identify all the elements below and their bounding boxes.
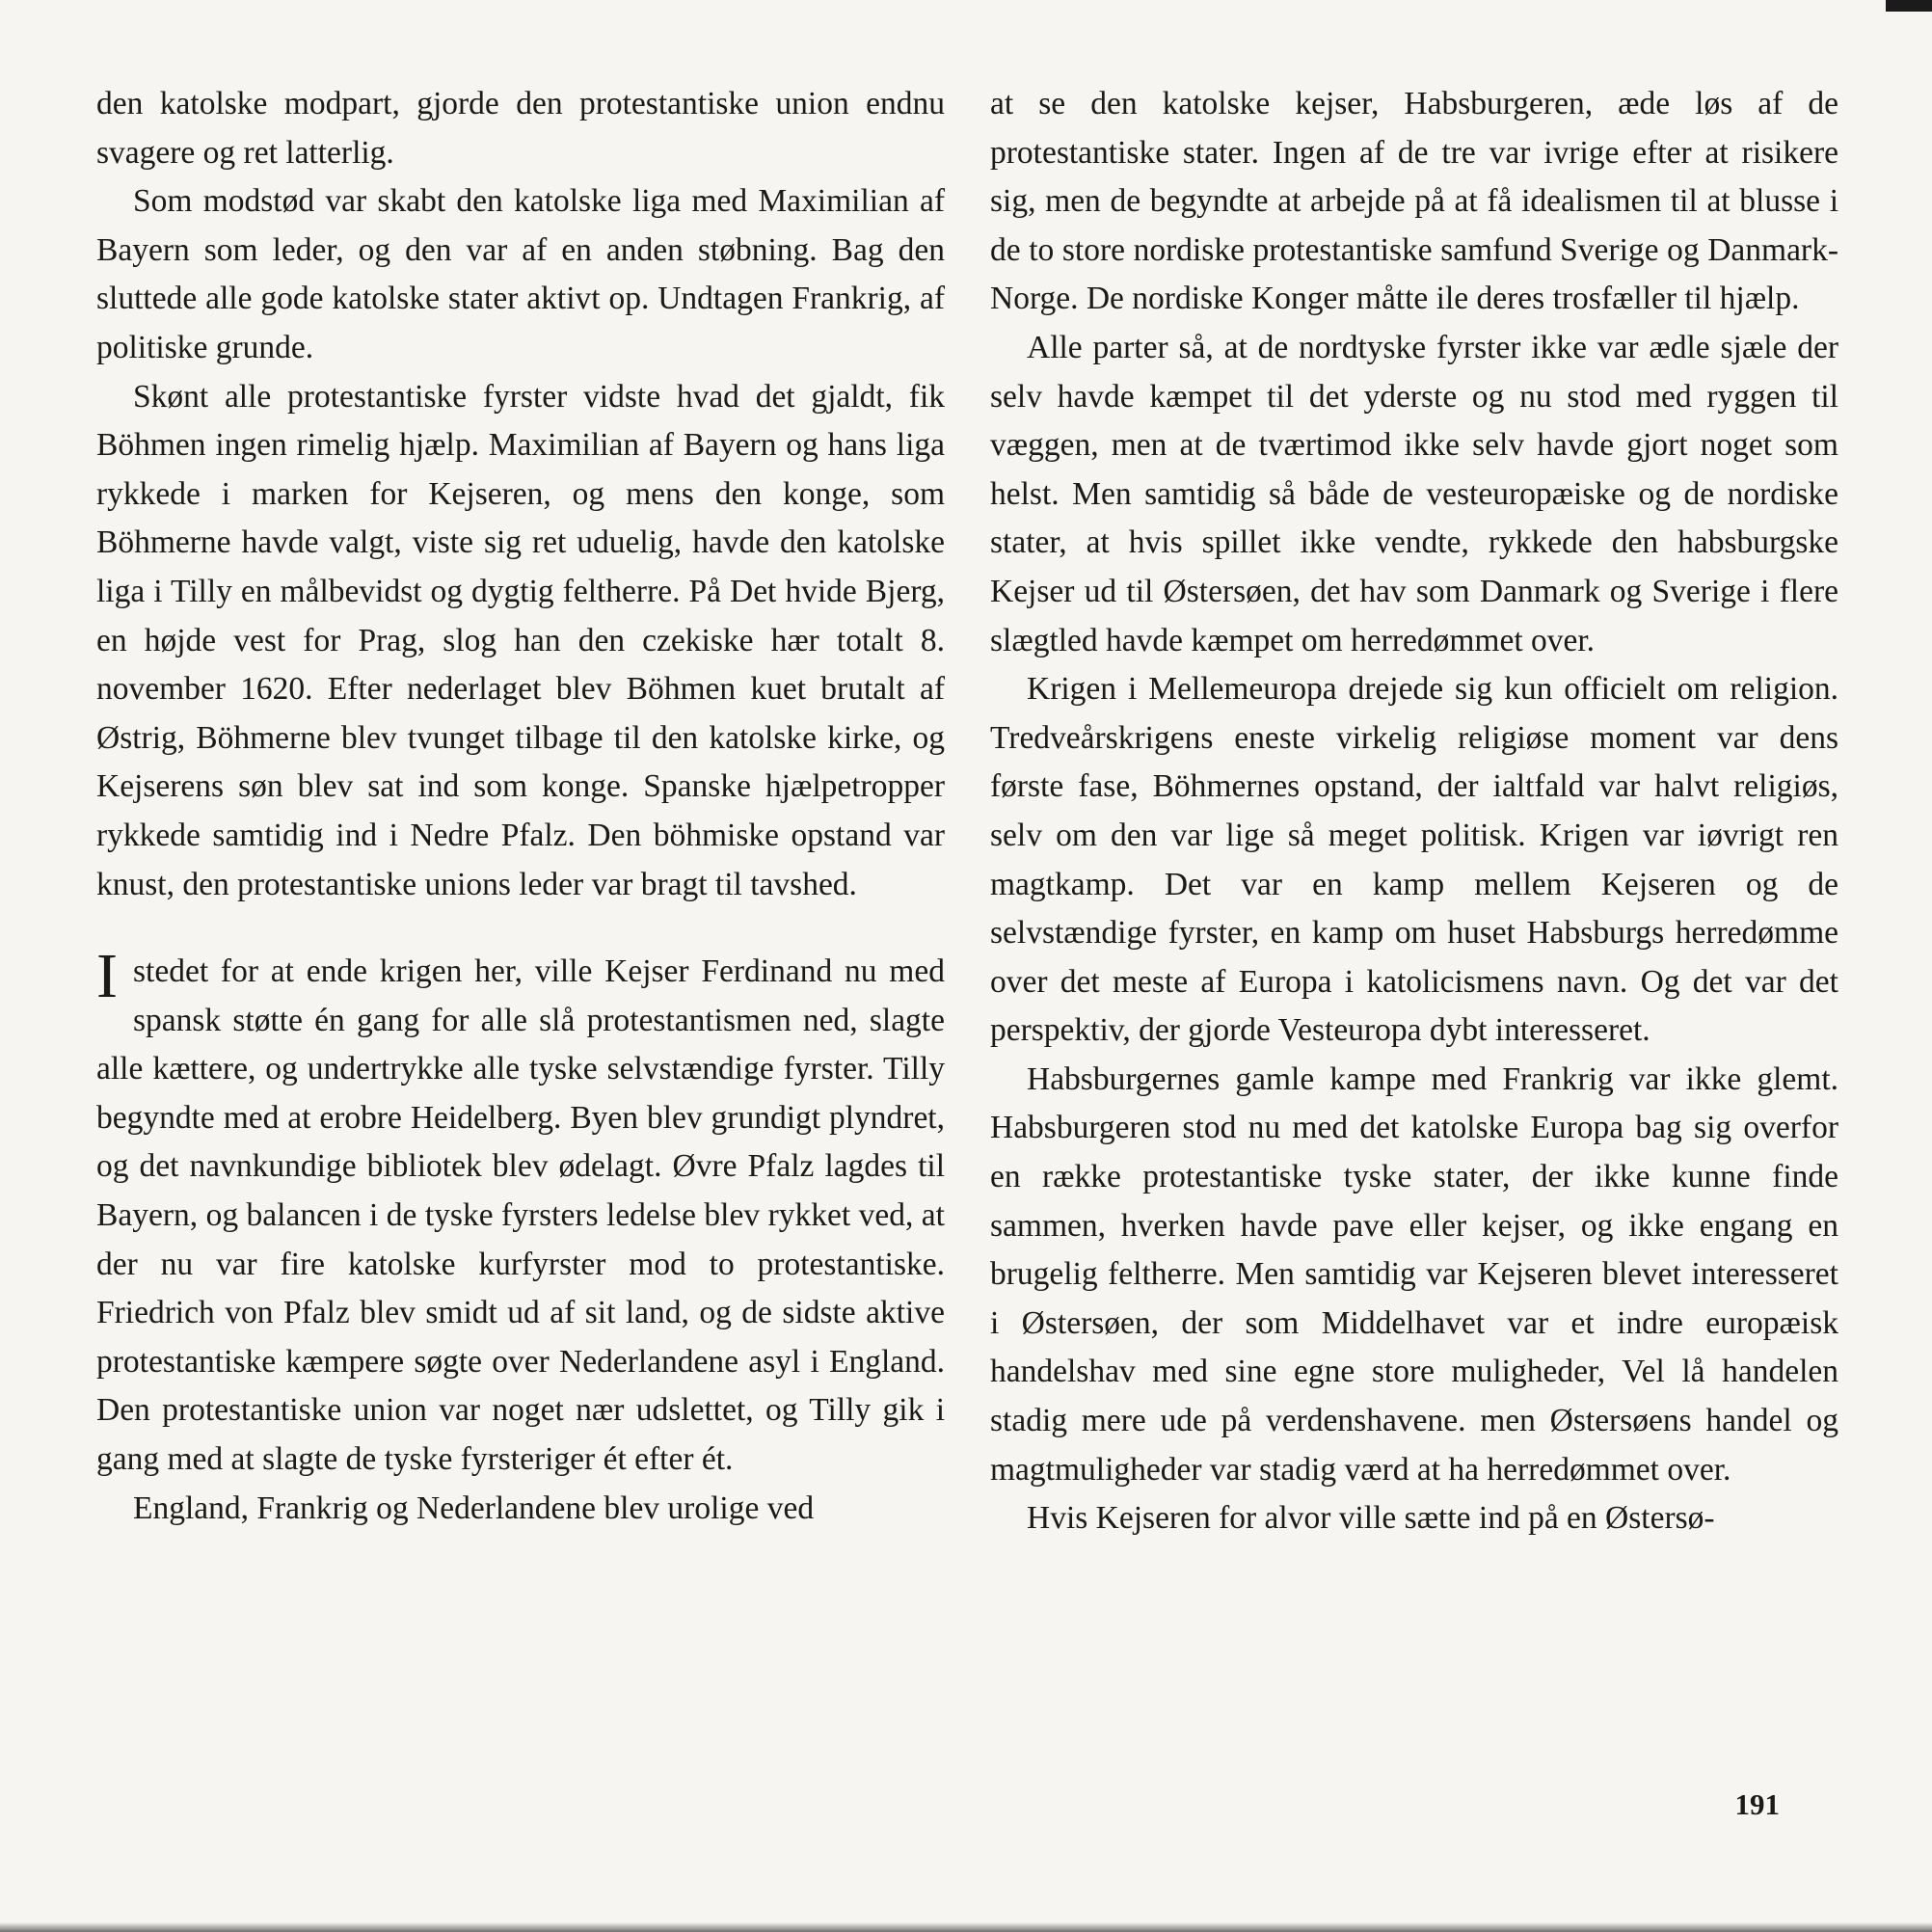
left-text-column [96, 80, 945, 1533]
paragraph: den katolske modpart, gjorde den protestantiske union endnu svagere og ret latterlig. [96, 86, 945, 171]
scan-bottom-edge [0, 1922, 1932, 1932]
scan-edge-mark [1886, 0, 1932, 12]
paragraph-text: stedet for at ende krigen her, ville Kejser Ferdinand nu med spansk støtte én gang for alle slå protestantismen ned, slagte alle kættere, og undertrykke alle tyske selvstændige fyrster. Tilly begyndte med at erobre Heidelberg. Byen blev grundigt plyndret, og det navnkundige bibliotek blev ødelagt. Øvre Pfalz lagdes til Bayern, og balancen i de tyske fyrsters ledelse blev rykket ved, at der nu var fire katolske kurfyrster mod to protestantiske. Friedrich von Pfalz blev smidt ud af sit land, og de sidste aktive protestantiske kæmpere søgte over Nederlandene asyl i England. Den protestantiske union var noget nær udslettet, og Tilly gik i gang med at slagte de tyske fyrsteriger ét efter ét. [96, 953, 945, 1478]
paragraph: Hvis Kejseren for alvor ville sætte ind på en Østersø- [1027, 1500, 1715, 1537]
paragraph: Habsburgernes gamle kampe med Frankrig var ikke glemt. Habsburgeren stod nu med det katolske Europa bag sig overfor en række protestantiske tyske stater, der ikke kunne finde sammen, hverken havde pave eller kejser, og ikke engang en brugelig feltherre. Men samtidig var Kejseren blevet interesseret i Østersøen, der som Middelhavet var et indre europæisk handelshav med sine egne store muligheder, Vel lå handelen stadig mere ude på verdenshavene. men Østersøens handel og magtmuligheder var stadig værd at ha herredømmet over. [990, 1060, 1838, 1488]
drop-cap-letter: I [96, 941, 118, 1012]
paragraph: England, Frankrig og Nederlandene blev urolige ved [133, 1489, 815, 1526]
right-text-column [990, 80, 1838, 1543]
paragraph: Skønt alle protestantiske fyrster vidste hvad det gjaldt, fik Böhmen ingen rimelig hjælp. Maximilian af Bayern og hans liga rykkede i marken for Kejseren, og mens den konge, som Böhmerne havde valgt, viste sig ret uduelig, havde den katolske liga i Tilly en målbevidst og dygtig feltherre. På Det hvide Bjerg, en højde vest for Prag, slog han den czekiske hær totalt 8. november 1620. Efter nederlaget blev Böhmen kuet brutalt af Østrig, Böhmerne blev tvunget tilbage til den katolske kirke, og Kejserens søn blev sat ind som konge. Spanske hjælpetropper rykkede samtidig ind i Nedre Pfalz. Den böhmiske opstand var knust, den protestantiske unions leder var bragt til tavshed. [96, 378, 945, 902]
page-number: 191 [1734, 1787, 1780, 1821]
paragraph: Alle parter så, at de nordtyske fyrster ikke var ædle sjæle der selv havde kæmpet til det yderste og nu stod med ryggen til væggen, men at de tværtimod ikke selv havde gjort noget som helst. Men samtidig så både de vesteuropæiske og de nordiske stater, at hvis spillet ikke vendte, rykkede den habsburgske Kejser ud til Østersøen, det hav som Danmark og Sverige i flere slægtled havde kæmpet om herredømmet over. [990, 329, 1838, 658]
paragraph: at se den katolske kejser, Habsburgeren, æde løs af de protestantiske stater. Ingen af de tre var ivrige efter at risikere sig, men de begyndte at arbejde på at få idealismen til at blusse i de to store nordiske protestantiske samfund Sverige og Danmark-Norge. De nordiske Konger måtte ile deres trosfæller til hjælp. [990, 86, 1838, 317]
paragraph: Krigen i Mellemeuropa drejede sig kun officielt om religion. Tredveårskrigens eneste virkelig religiøse moment var dens første fase, Böhmernes opstand, der ialtfald var halvt religiøs, selv om den var lige så meget politisk. Krigen var iøvrigt ren magtkamp. Det var en kamp mellem Kejseren og de selvstændige fyrster, en kamp om huset Habsburgs herredømme over det meste af Europa i katolicismens navn. Og det var det perspektiv, der gjorde Vesteuropa dybt interesseret. [990, 671, 1838, 1049]
section-start-paragraph [96, 941, 945, 1485]
paragraph: Som modstød var skabt den katolske liga med Maximilian af Bayern som leder, og den var af en anden støbning. Bag den sluttede alle gode katolske stater aktivt op. Undtagen Frankrig, af politiske grunde. [96, 183, 945, 365]
